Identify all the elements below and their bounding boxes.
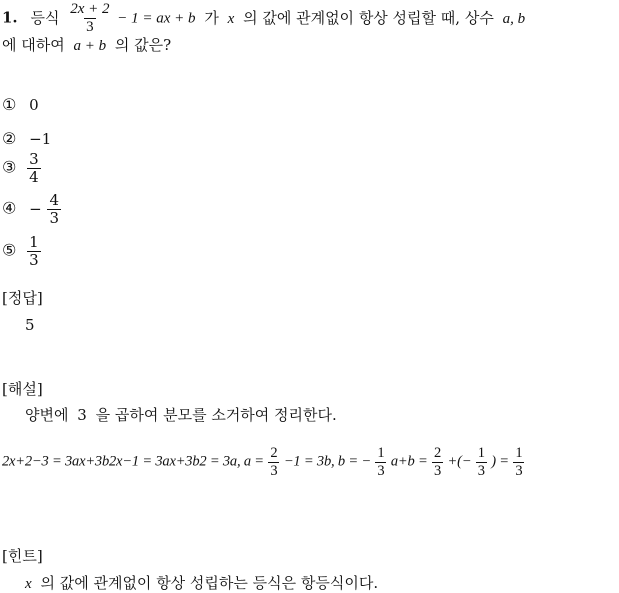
solution-fraction-4-den: 3 [477,462,485,479]
answer-label: [정답] [2,289,43,307]
question-vars-ab: a, b [502,10,526,27]
solution-eq-part-2: −1 = 3b, b = − [283,453,371,470]
hint-text [25,576,378,592]
question-line2-post: 의 값은? [114,36,172,54]
choice-5-marker: ⑤ [2,240,17,260]
solution-fraction-5-num: 1 [515,445,523,461]
question-fraction [68,2,111,35]
solution-fraction-1 [268,446,279,478]
solution-fraction-1-den: 3 [270,462,278,479]
solution-text [25,408,337,423]
solution-eq-part-3: a+b = [390,453,428,470]
choice-5[interactable] [2,235,42,268]
solution-fraction-5 [513,446,524,478]
choice-5-numerator: 1 [29,233,39,251]
choice-1-marker: ① [2,95,17,114]
choice-1[interactable] [2,97,39,113]
choice-3[interactable] [2,152,42,185]
choice-3-marker: ③ [2,157,17,177]
solution-fraction-3-num: 2 [434,445,442,461]
solution-eq-part-4: +(− [447,453,472,470]
question-prefix: 등식 [30,8,60,27]
solution-fraction-3 [432,446,443,478]
choice-2-marker: ② [2,129,17,148]
choice-1-value: 0 [29,96,39,114]
solution-text-number: 3 [77,406,87,424]
choice-4-denominator: 3 [49,209,60,227]
question-mid-1: 가 [204,8,219,27]
question-mid-2: 의 값에 관계없이 항상 성립할 때, 상수 [243,8,494,27]
choice-5-fraction [27,235,41,268]
question-equation-rest: − 1 = ax + b [117,10,196,27]
answer-value: 5 [25,316,35,334]
choice-2-value: −1 [29,130,52,148]
solution-equation [2,446,525,478]
hint-label: [힌트] [2,547,43,565]
question-line-2 [2,38,171,54]
choice-3-denominator: 4 [29,168,39,186]
solution-eq-part-5: ) = [491,453,509,470]
choice-3-numerator: 3 [29,150,39,168]
hint-var-x: x [25,576,32,592]
choice-4-numerator: 4 [49,191,60,209]
question-line2-expr: a + b [73,38,107,54]
question-var-x: x [227,10,235,27]
choice-4[interactable] [2,193,62,226]
solution-fraction-2-den: 3 [377,462,385,479]
question-line2-pre: 에 대하여 [2,36,65,54]
choice-4-fraction [47,193,61,226]
question-number: 1. [2,8,18,27]
solution-fraction-4 [476,446,487,478]
solution-fraction-2-num: 1 [377,445,385,461]
question-fraction-numerator: 2x + 2 [70,1,110,17]
solution-text-pre: 양변에 [25,406,69,424]
choice-4-sign: − [29,199,42,218]
solution-fraction-3-den: 3 [434,462,442,479]
choice-2[interactable] [2,131,51,147]
choice-5-denominator: 3 [29,251,39,269]
choice-3-fraction [27,152,41,185]
solution-eq-part-1: 2x+2−3 = 3ax+3b2x−1 = 3ax+3b2 = 3a, a = [2,453,264,470]
solution-fraction-1-num: 2 [270,445,278,461]
question-fraction-denominator: 3 [86,19,94,35]
solution-fraction-2 [375,446,386,478]
solution-fraction-4-num: 1 [477,445,485,461]
solution-label: [해설] [2,380,43,398]
choice-4-marker: ④ [2,198,17,218]
question-line-1 [2,2,525,35]
solution-fraction-5-den: 3 [515,462,523,479]
solution-text-post: 을 곱하여 분모를 소거하여 정리한다. [95,406,337,424]
hint-body: 의 값에 관계없이 항상 성립하는 등식은 항등식이다. [40,574,379,592]
